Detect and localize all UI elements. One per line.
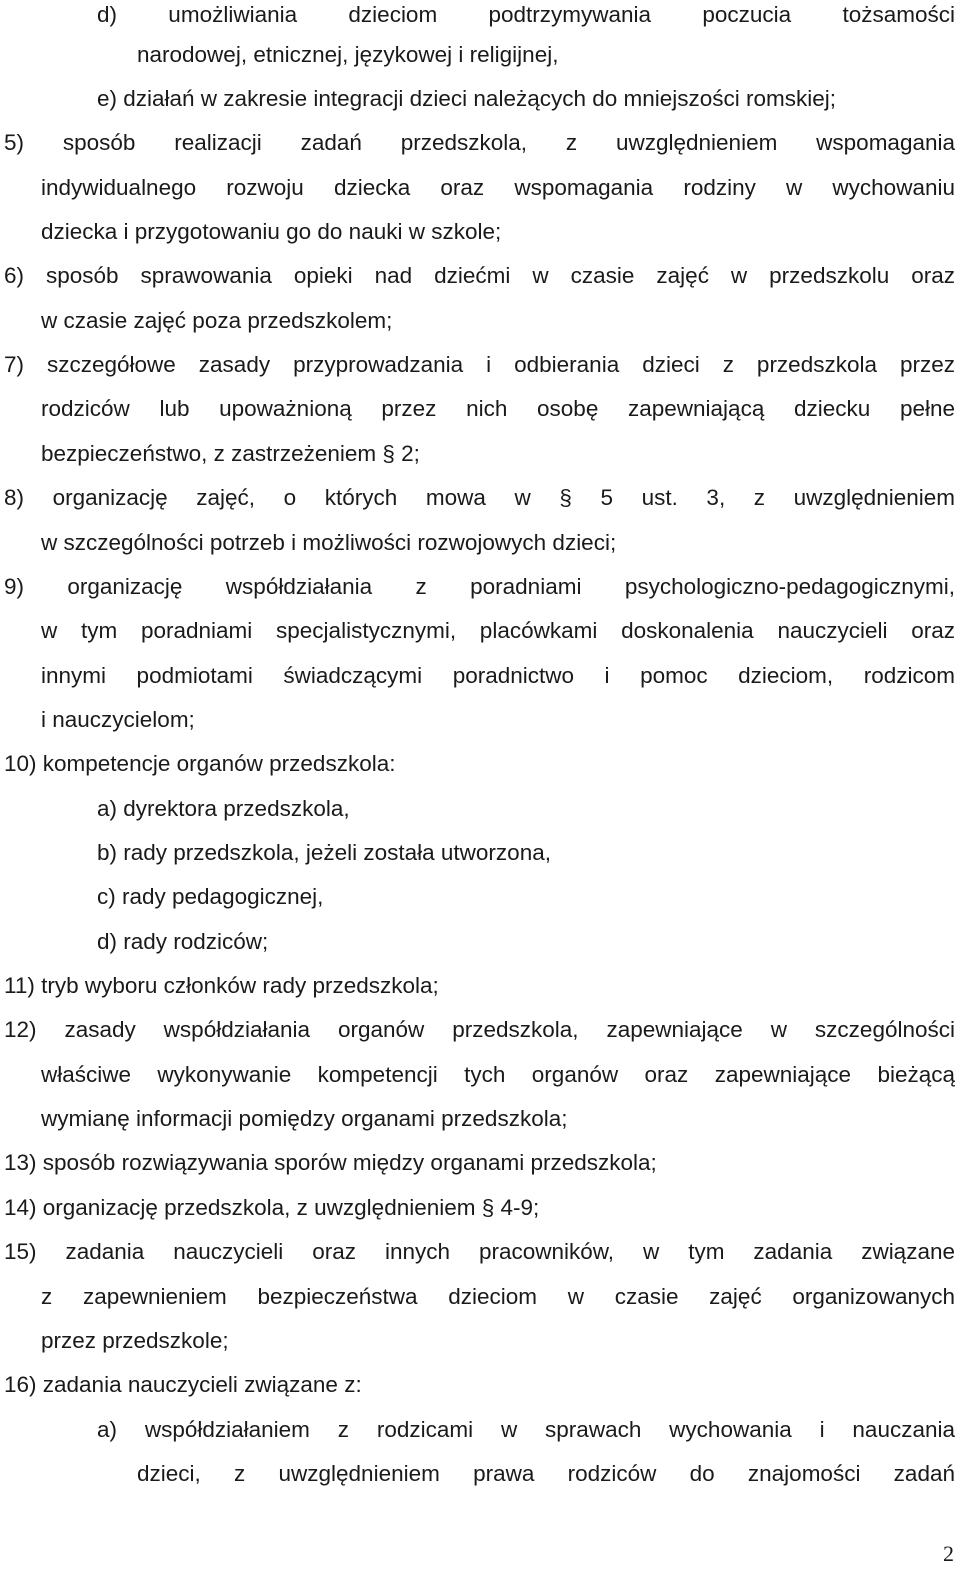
text-line: 11) tryb wyboru członków rady przedszkola; [4, 973, 439, 998]
text-line: dziecka i przygotowaniu go do nauki w szkole; [41, 219, 502, 244]
text-line: d) umożliwiania dzieciom podtrzymywania poczucia tożsamości [97, 2, 955, 27]
text-line: e) działań w zakresie integracji dzieci należących do mniejszości romskiej; [97, 86, 837, 111]
text-line: 12) zasady współdziałania organów przedszkola, zapewniające w szczególności [4, 1017, 955, 1042]
text-line: d) rady rodziców; [97, 929, 269, 954]
text-line: w czasie zajęć poza przedszkolem; [41, 308, 393, 333]
text-line: bezpieczeństwo, z zastrzeżeniem § 2; [41, 441, 420, 466]
text-line: a) współdziałaniem z rodzicami w sprawach wychowania i nauczania [97, 1417, 955, 1442]
text-line: z zapewnieniem bezpieczeństwa dzieciom w czasie zajęć organizowanych [41, 1284, 955, 1309]
text-line: 5) sposób realizacji zadań przedszkola, z uwzględnieniem wspomagania [4, 130, 955, 155]
text-line: innymi podmiotami świadczącymi poradnictwo i pomoc dzieciom, rodzicom [41, 663, 955, 688]
text-line: 15) zadania nauczycieli oraz innych pracowników, w tym zadania związane [4, 1239, 955, 1264]
text-line: a) dyrektora przedszkola, [97, 796, 350, 821]
text-line: b) rady przedszkola, jeżeli została utworzona, [97, 840, 551, 865]
text-line: i nauczycielom; [41, 707, 195, 732]
text-line: wymianę informacji pomiędzy organami przedszkola; [41, 1106, 568, 1131]
text-line: w tym poradniami specjalistycznymi, placówkami doskonalenia nauczycieli oraz [41, 618, 955, 643]
text-line: indywidualnego rozwoju dziecka oraz wspomagania rodziny w wychowaniu [41, 175, 955, 200]
text-line: 16) zadania nauczycieli związane z: [4, 1372, 362, 1397]
text-line: w szczególności potrzeb i możliwości rozwojowych dzieci; [41, 530, 617, 555]
text-line: 7) szczegółowe zasady przyprowadzania i odbierania dzieci z przedszkola przez [4, 352, 955, 377]
text-line: rodziców lub upoważnioną przez nich osobę zapewniającą dziecku pełne [41, 396, 955, 421]
text-line: 13) sposób rozwiązywania sporów między organami przedszkola; [4, 1150, 657, 1175]
text-line: dzieci, z uwzględnieniem prawa rodziców do znajomości zadań [137, 1461, 955, 1486]
page-number: 2 [943, 1541, 954, 1566]
text-line: c) rady pedagogicznej, [97, 884, 324, 909]
text-line: narodowej, etnicznej, językowej i religijnej, [137, 42, 559, 67]
text-line: 8) organizację zajęć, o których mowa w § 5 ust. 3, z uwzględnieniem [4, 485, 955, 510]
text-line: przez przedszkole; [41, 1328, 229, 1353]
text-line: 10) kompetencje organów przedszkola: [4, 751, 396, 776]
text-line: 14) organizację przedszkola, z uwzględnieniem § 4-9; [4, 1195, 540, 1220]
text-line: 9) organizację współdziałania z poradniami psychologiczno-pedagogicznymi, [4, 574, 955, 599]
text-line: 6) sposób sprawowania opieki nad dziećmi w czasie zajęć w przedszkolu oraz [4, 263, 955, 288]
text-line: właściwe wykonywanie kompetencji tych organów oraz zapewniające bieżącą [41, 1062, 955, 1087]
